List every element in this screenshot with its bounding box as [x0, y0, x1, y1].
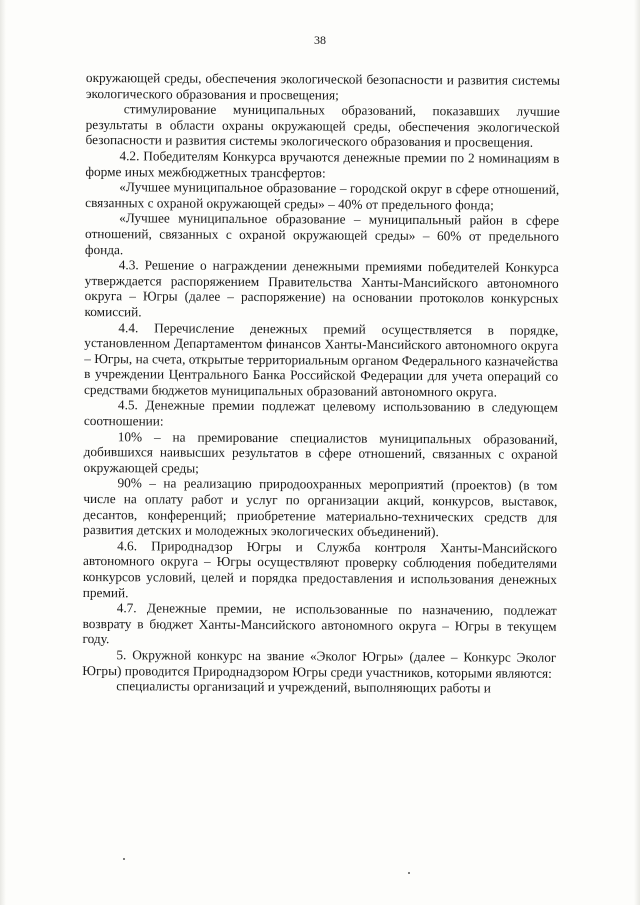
paragraph: 4.5. Денежные премии подлежат целевому использованию в следующем соотношении: — [83, 397, 558, 429]
paragraph: 4.7. Денежные премии, не использованные по назначению, подлежат возврату в бюджет Ханты-Мансийского автономного округа – Югры в текущем году. — [82, 600, 557, 647]
scan-speck — [123, 858, 125, 860]
page-number: 38 — [314, 33, 326, 47]
page-edge-shadow-right — [634, 0, 640, 905]
paragraph: специалисты организаций и учреждений, выполняющих работы и — [116, 678, 491, 696]
body-text — [82, 70, 560, 697]
paragraph: 90% – на реализацию природоохранных мероприятий (проектов) (в том числе на оплату работ и услуг по организации акций, конкурсов, выставок, десантов, конференций; приобретение материально-технических средств для развития детских и молодежных экологических объединений). — [83, 475, 558, 540]
paragraph: окружающей среды, обеспечения экологической безопасности и развития системы экологического образования и просвещения; — [85, 70, 560, 103]
paragraph: 4.4. Перечисление денежных премий осуществляется в порядке, установленном Департаментом финансов Ханты-Мансийского автономного округа – Югры, на счета, открытые территориальным органом Федерального казначейства в учреждении Центрального Банка Российской Федерации для учета операций со средствами бюджетов муниципальных образований автономного округа. — [84, 319, 559, 400]
paragraph: 4.3. Решение о награждении денежными премиями победителей Конкурса утверждается распоряжением Правительства Ханты-Мансийского автономного округа – Югры (далее – распоряжение) на основании протоколов конкурсных комиссий. — [84, 257, 559, 320]
page-edge-shadow-left — [0, 0, 6, 905]
paragraph: 4.2. Победителям Конкурса вручаются денежные премии по 2 номинациям в форме иных межбюджетных трансфертов: — [85, 148, 560, 181]
scan-speck — [408, 872, 410, 874]
paragraph: 10% – на премирование специалистов муниципальных образований, добившихся наивысших результатов в сфере отношений, связанных с охраной окружающей среды; — [83, 428, 558, 476]
paragraph: «Лучшее муниципальное образование – городской округ в сфере отношений, связанных с охраной окружающей среды» – 40% от предельного фонда; — [85, 179, 560, 213]
paragraph: 4.6. Природнадзор Югры и Служба контроля Ханты-Мансийского автономного округа – Югры осуществляют проверку соблюдения победителями конкурсов условий, целей и порядка предоставления и использования денежных премий. — [82, 538, 558, 600]
paragraph: 5. Окружной конкурс на звание «Эколог Югры» (далее – Конкурс Эколог Югры) проводится Природнадзором Югры среди участников, которыми являются: — [82, 647, 557, 681]
paragraph: «Лучшее муниципальное образование – муниципальный район в сфере отношений, связанных с охраной окружающей среды» – 60% от предельного фонда. — [84, 210, 560, 257]
paragraph: стимулирование муниципальных образований, показавших лучшие результаты в области охраны окружающей среды, обеспечения экологической безопасности и развития системы экологического образования и просвещения. — [85, 101, 560, 151]
